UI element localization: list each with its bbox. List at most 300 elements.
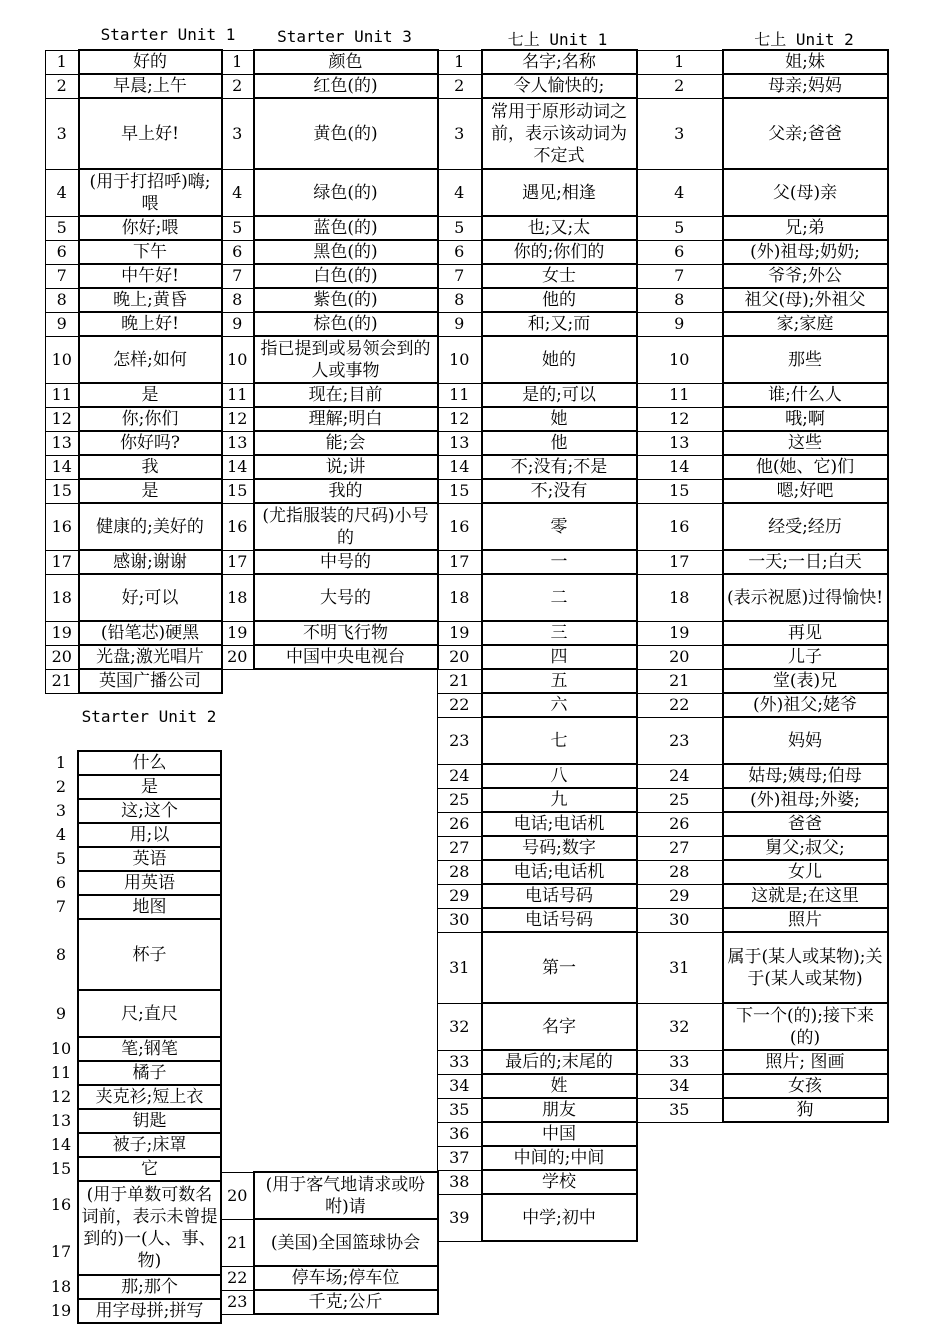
word-meaning: 笔;钢笔 <box>78 1037 221 1061</box>
word-meaning: 朋友 <box>482 1098 637 1122</box>
table-row <box>637 455 888 479</box>
table-row <box>637 264 888 288</box>
table-row <box>222 50 438 74</box>
table-row <box>46 50 222 74</box>
word-meaning: 你;你们 <box>79 407 222 431</box>
word-meaning: 中国 <box>482 1122 637 1146</box>
table-row <box>222 336 438 383</box>
table-row <box>45 847 221 871</box>
table-row <box>637 717 888 764</box>
word-meaning: 令人愉快的; <box>482 74 637 98</box>
table-row <box>438 1050 637 1074</box>
row-number: 8 <box>637 288 723 312</box>
word-meaning: 女士 <box>482 264 637 288</box>
word-meaning: 是的;可以 <box>482 383 637 407</box>
row-number: 20 <box>637 645 723 669</box>
row-number: 7 <box>637 264 723 288</box>
word-meaning: 被子;床罩 <box>78 1133 221 1157</box>
row-number: 9 <box>438 312 482 336</box>
table-row <box>45 775 221 799</box>
table-row <box>222 431 438 455</box>
word-meaning: 大号的 <box>254 574 438 621</box>
word-meaning: 晚上好! <box>79 312 222 336</box>
table-row <box>438 503 637 550</box>
table-row <box>222 240 438 264</box>
table-row <box>438 1098 637 1122</box>
word-meaning: 中间的;中间 <box>482 1146 637 1170</box>
word-meaning: 再见 <box>723 621 888 645</box>
table-row <box>45 990 221 1037</box>
word-meaning: 常用于原形动词之前，表示该动词为不定式 <box>482 98 637 169</box>
row-number: 1 <box>438 50 482 74</box>
word-meaning: 地图 <box>78 895 221 919</box>
table-row <box>46 312 222 336</box>
row-number: 6 <box>637 240 723 264</box>
row-number: 10 <box>222 336 254 383</box>
word-meaning: 黑色(的) <box>254 240 438 264</box>
table-row <box>438 74 637 98</box>
word-meaning: 不明飞行物 <box>254 621 438 645</box>
table-row <box>637 836 888 860</box>
word-meaning: 四 <box>482 645 637 669</box>
row-number: 10 <box>46 336 79 383</box>
table-row <box>438 169 637 216</box>
table-row <box>45 1037 221 1061</box>
row-number: 17 <box>50 1241 72 1261</box>
word-meaning: 电话号码 <box>482 908 637 932</box>
word-meaning: 说;讲 <box>254 455 438 479</box>
word-meaning: 中国中央电视台 <box>254 645 438 669</box>
row-number: 6 <box>222 240 254 264</box>
row-number: 8 <box>46 288 79 312</box>
row-number: 20 <box>222 1172 254 1219</box>
word-meaning: 女孩 <box>723 1074 888 1098</box>
table-row <box>637 312 888 336</box>
word-meaning: (用于客气地请求或吩咐)请 <box>254 1172 438 1219</box>
header-7a-unit-1: 七上 Unit 1 <box>507 30 608 49</box>
word-meaning: 电话号码 <box>482 884 637 908</box>
table-row <box>637 574 888 621</box>
table-row <box>222 455 438 479</box>
table-row <box>45 1275 221 1299</box>
table-row <box>438 1003 637 1050</box>
table-row <box>222 312 438 336</box>
row-number: 5 <box>438 216 482 240</box>
table-row <box>438 479 637 503</box>
row-number: 2 <box>438 74 482 98</box>
row-number: 2 <box>222 74 254 98</box>
table-row <box>637 764 888 788</box>
row-number: 13 <box>438 431 482 455</box>
table-row <box>222 550 438 574</box>
word-meaning: 它 <box>78 1157 221 1181</box>
word-meaning: 能;会 <box>254 431 438 455</box>
table-row <box>637 550 888 574</box>
word-meaning: 中学;初中 <box>482 1194 637 1241</box>
word-meaning: 妈妈 <box>723 717 888 764</box>
table-row <box>45 823 221 847</box>
row-number: 38 <box>438 1170 482 1194</box>
row-number: 16 <box>438 503 482 550</box>
table-row <box>45 895 221 919</box>
table-row <box>438 884 637 908</box>
table-row <box>637 884 888 908</box>
row-number: 19 <box>222 621 254 645</box>
row-number: 10 <box>438 336 482 383</box>
table-row <box>45 1109 221 1133</box>
row-number: 6 <box>46 240 79 264</box>
table-row <box>438 216 637 240</box>
grade7a-unit-2-table <box>636 49 889 1123</box>
word-meaning: 白色(的) <box>254 264 438 288</box>
table-row <box>438 98 637 169</box>
table-row <box>222 264 438 288</box>
row-number: 4 <box>55 825 67 844</box>
word-meaning: 谁;什么人 <box>723 383 888 407</box>
row-number: 2 <box>46 74 79 98</box>
row-number: 3 <box>46 98 79 169</box>
table-row <box>222 1266 438 1290</box>
word-meaning: 颜色 <box>254 50 438 74</box>
word-meaning: 杯子 <box>78 919 221 990</box>
table-row <box>637 431 888 455</box>
row-number: 16 <box>637 503 723 550</box>
table-row <box>637 1003 888 1050</box>
word-meaning: 照片 <box>723 908 888 932</box>
table-row <box>438 1074 637 1098</box>
table-row <box>637 98 888 169</box>
table-row <box>45 1085 221 1109</box>
table-row <box>637 240 888 264</box>
word-meaning: 是 <box>78 775 221 799</box>
word-meaning: 他的 <box>482 288 637 312</box>
table-row <box>46 240 222 264</box>
row-number: 18 <box>50 1277 72 1296</box>
row-number: 32 <box>637 1003 723 1050</box>
table-row <box>438 50 637 74</box>
word-meaning: 和;又;而 <box>482 312 637 336</box>
row-number: 28 <box>637 860 723 884</box>
word-meaning: 紫色(的) <box>254 288 438 312</box>
row-number: 15 <box>46 479 79 503</box>
row-number: 20 <box>46 645 79 669</box>
word-meaning: (尤指服装的尺码)小号的 <box>254 503 438 550</box>
word-meaning: (用于打招呼)嗨;喂 <box>79 169 222 216</box>
row-number: 22 <box>222 1266 254 1290</box>
table-row <box>46 503 222 550</box>
row-number: 18 <box>438 574 482 621</box>
word-meaning: 健康的;美好的 <box>79 503 222 550</box>
row-number: 12 <box>46 407 79 431</box>
table-row <box>438 836 637 860</box>
row-number: 26 <box>438 812 482 836</box>
table-row <box>438 574 637 621</box>
word-meaning: 属于(某人或某物);关于(某人或某物) <box>723 932 888 1003</box>
table-row <box>438 550 637 574</box>
word-meaning: 早晨;上午 <box>79 74 222 98</box>
row-number: 2 <box>55 777 67 796</box>
word-meaning: 绿色(的) <box>254 169 438 216</box>
table-row <box>438 1146 637 1170</box>
word-meaning: 理解;明白 <box>254 407 438 431</box>
word-meaning: 七 <box>482 717 637 764</box>
row-number: 19 <box>50 1301 72 1320</box>
table-row <box>45 871 221 895</box>
table-row <box>45 919 221 990</box>
word-meaning: 父(母)亲 <box>723 169 888 216</box>
row-number: 17 <box>46 550 79 574</box>
row-number: 5 <box>55 849 67 868</box>
table-row <box>46 455 222 479</box>
row-number: 9 <box>46 312 79 336</box>
word-meaning: 怎样;如何 <box>79 336 222 383</box>
table-row <box>438 932 637 1003</box>
word-meaning: 爷爷;外公 <box>723 264 888 288</box>
word-meaning: (用于单数可数名词前，表示未曾提到的)一(人、事、物) <box>78 1181 221 1275</box>
table-row <box>222 74 438 98</box>
table-row <box>222 1172 438 1219</box>
row-number: 11 <box>50 1063 72 1082</box>
row-number: 18 <box>222 574 254 621</box>
table-row <box>438 645 637 669</box>
table-row <box>46 169 222 216</box>
row-number: 29 <box>637 884 723 908</box>
table-row <box>45 1133 221 1157</box>
row-number: 15 <box>222 479 254 503</box>
word-meaning: 儿子 <box>723 645 888 669</box>
word-meaning: 夹克衫;短上衣 <box>78 1085 221 1109</box>
row-number: 23 <box>438 717 482 764</box>
row-number: 19 <box>637 621 723 645</box>
table-row <box>45 799 221 823</box>
table-row <box>637 74 888 98</box>
table-row <box>46 336 222 383</box>
table-row <box>438 1122 637 1146</box>
row-number: 23 <box>222 1290 254 1314</box>
table-row <box>45 1299 221 1323</box>
table-row <box>637 812 888 836</box>
word-meaning: 那;那个 <box>78 1275 221 1299</box>
table-row <box>637 288 888 312</box>
table-row <box>222 621 438 645</box>
row-number: 39 <box>438 1194 482 1241</box>
table-row <box>46 264 222 288</box>
row-number: 11 <box>637 383 723 407</box>
word-meaning: 那些 <box>723 336 888 383</box>
word-meaning: 你的;你们的 <box>482 240 637 264</box>
table-row <box>637 50 888 74</box>
row-number: 31 <box>438 932 482 1003</box>
table-row <box>637 621 888 645</box>
row-number: 3 <box>55 801 67 820</box>
starter-unit-1-table <box>45 49 223 694</box>
word-meaning: 不;没有 <box>482 479 637 503</box>
word-meaning: 我 <box>79 455 222 479</box>
word-meaning: (外)祖母;外婆; <box>723 788 888 812</box>
row-number: 7 <box>46 264 79 288</box>
row-number: 9 <box>55 1003 67 1023</box>
word-meaning: 我的 <box>254 479 438 503</box>
row-number: 11 <box>46 383 79 407</box>
row-number: 15 <box>50 1159 72 1178</box>
table-row <box>438 693 637 717</box>
word-meaning: 什么 <box>78 751 221 775</box>
row-number: 16 <box>50 1194 72 1214</box>
word-meaning: 家;家庭 <box>723 312 888 336</box>
row-number: 30 <box>438 908 482 932</box>
word-meaning: 他(她、它)们 <box>723 455 888 479</box>
starter-unit-2-continued-table <box>221 1171 439 1315</box>
row-number: 8 <box>55 944 67 964</box>
word-meaning: 女儿 <box>723 860 888 884</box>
row-number: 5 <box>637 216 723 240</box>
word-meaning: 好的 <box>79 50 222 74</box>
table-row <box>438 336 637 383</box>
word-meaning: 早上好! <box>79 98 222 169</box>
word-meaning: 是 <box>79 479 222 503</box>
row-number: 21 <box>637 669 723 693</box>
word-meaning: 中号的 <box>254 550 438 574</box>
word-meaning: 不;没有;不是 <box>482 455 637 479</box>
row-number: 24 <box>438 764 482 788</box>
row-number: 1 <box>222 50 254 74</box>
table-row <box>222 1219 438 1266</box>
row-number: 23 <box>637 717 723 764</box>
row-number: 27 <box>637 836 723 860</box>
table-row <box>46 383 222 407</box>
table-row <box>46 621 222 645</box>
row-number: 6 <box>55 873 67 892</box>
table-row <box>222 169 438 216</box>
table-row <box>222 407 438 431</box>
table-row <box>45 751 221 775</box>
word-meaning: 堂(表)兄 <box>723 669 888 693</box>
row-number: 14 <box>50 1135 72 1154</box>
table-row <box>222 645 438 669</box>
word-meaning: 哦;啊 <box>723 407 888 431</box>
row-number: 16 <box>222 503 254 550</box>
word-meaning: 棕色(的) <box>254 312 438 336</box>
table-row <box>222 503 438 550</box>
row-number: 35 <box>438 1098 482 1122</box>
table-row <box>637 908 888 932</box>
word-meaning: 晚上;黄昏 <box>79 288 222 312</box>
word-meaning: (外)祖母;奶奶; <box>723 240 888 264</box>
row-number: 21 <box>222 1219 254 1266</box>
word-meaning: (铅笔芯)硬黑 <box>79 621 222 645</box>
word-meaning: 是 <box>79 383 222 407</box>
word-meaning: 九 <box>482 788 637 812</box>
word-meaning: 五 <box>482 669 637 693</box>
row-number: 28 <box>438 860 482 884</box>
word-meaning: 下一个(的);接下来(的) <box>723 1003 888 1050</box>
table-row <box>637 407 888 431</box>
table-row <box>222 574 438 621</box>
table-row <box>438 407 637 431</box>
word-meaning: 零 <box>482 503 637 550</box>
row-number: 18 <box>46 574 79 621</box>
row-number: 27 <box>438 836 482 860</box>
word-meaning: 姑母;姨母;伯母 <box>723 764 888 788</box>
table-row <box>222 216 438 240</box>
word-meaning: 黄色(的) <box>254 98 438 169</box>
table-row <box>46 216 222 240</box>
table-row <box>222 1290 438 1314</box>
row-number: 35 <box>637 1098 723 1122</box>
word-meaning: 钥匙 <box>78 1109 221 1133</box>
row-number: 3 <box>637 98 723 169</box>
row-number: 1 <box>55 753 67 772</box>
table-row <box>438 717 637 764</box>
row-number: 15 <box>637 479 723 503</box>
row-number: 14 <box>46 455 79 479</box>
table-row <box>637 383 888 407</box>
row-number: 14 <box>438 455 482 479</box>
row-number: 24 <box>637 764 723 788</box>
table-row <box>222 479 438 503</box>
word-meaning: 名字 <box>482 1003 637 1050</box>
table-row <box>637 479 888 503</box>
row-number: 3 <box>222 98 254 169</box>
table-row <box>637 645 888 669</box>
word-meaning: 蓝色(的) <box>254 216 438 240</box>
table-row <box>46 98 222 169</box>
word-meaning: 嗯;好吧 <box>723 479 888 503</box>
row-number: 4 <box>637 169 723 216</box>
table-row <box>46 74 222 98</box>
table-row <box>222 383 438 407</box>
table-row <box>637 1074 888 1098</box>
row-number: 14 <box>637 455 723 479</box>
table-row <box>46 479 222 503</box>
row-number: 9 <box>222 312 254 336</box>
table-row <box>438 860 637 884</box>
row-number: 18 <box>637 574 723 621</box>
word-meaning: 英语 <box>78 847 221 871</box>
word-meaning: 六 <box>482 693 637 717</box>
word-meaning: 号码;数字 <box>482 836 637 860</box>
row-number: 8 <box>222 288 254 312</box>
row-number: 7 <box>222 264 254 288</box>
row-number: 6 <box>438 240 482 264</box>
word-meaning: 兄;弟 <box>723 216 888 240</box>
table-row <box>637 669 888 693</box>
table-row <box>637 216 888 240</box>
table-row <box>438 764 637 788</box>
word-meaning: 你好;喂 <box>79 216 222 240</box>
table-row <box>46 431 222 455</box>
word-meaning: (表示祝愿)过得愉快! <box>723 574 888 621</box>
table-row <box>438 264 637 288</box>
word-meaning: 这;这个 <box>78 799 221 823</box>
row-number: 4 <box>222 169 254 216</box>
grade7a-unit-1-table <box>437 49 638 1242</box>
table-row <box>46 288 222 312</box>
row-number: 36 <box>438 1122 482 1146</box>
table-row <box>46 407 222 431</box>
word-meaning: 千克;公斤 <box>254 1290 438 1314</box>
table-row <box>637 1050 888 1074</box>
table-row <box>46 550 222 574</box>
word-meaning: 八 <box>482 764 637 788</box>
table-row <box>438 669 637 693</box>
table-row <box>637 788 888 812</box>
word-meaning: 舅父;叔父; <box>723 836 888 860</box>
row-number: 37 <box>438 1146 482 1170</box>
header-starter-unit-3: Starter Unit 3 <box>277 27 412 46</box>
word-meaning: 姓 <box>482 1074 637 1098</box>
table-row <box>438 455 637 479</box>
